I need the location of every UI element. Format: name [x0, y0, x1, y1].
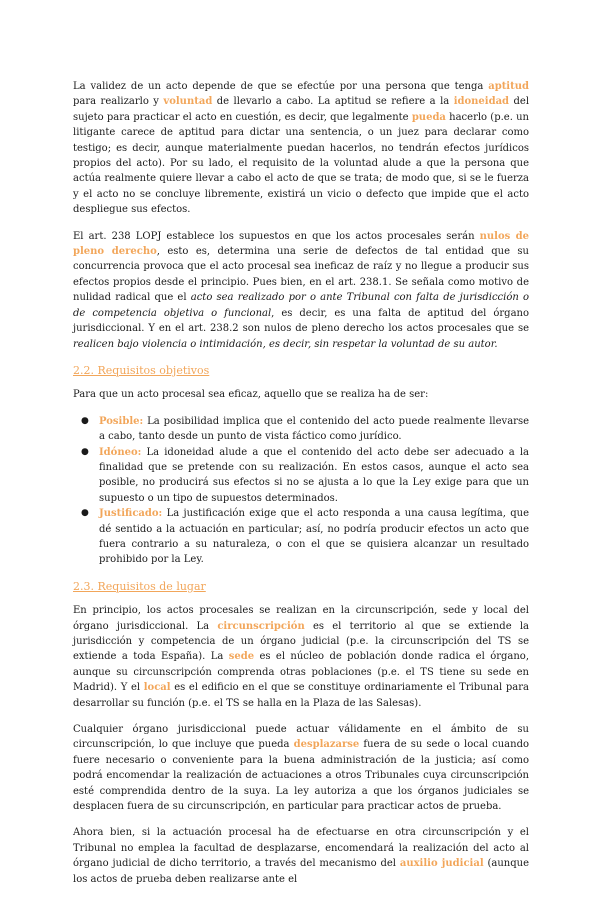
document-body: [73, 79, 529, 898]
bullet-icon: ●: [81, 508, 89, 519]
highlight-sede: sede: [228, 651, 255, 663]
bullet-icon: ●: [81, 415, 89, 426]
highlight-nulos: nulos de pleno derecho: [73, 230, 529, 258]
section-title-requisitos-lugar: 2.3. Requisitos de lugar: [73, 579, 206, 593]
highlight-desplazarse: desplazarse: [293, 739, 360, 751]
list-item: [73, 445, 529, 507]
highlight-circunscripcion: circunscripción: [217, 620, 305, 632]
text: para realizarlo y: [73, 96, 164, 108]
text: hacerlo (p.e. un litigante carece de aptitud para dictar una sentencia, o un juez para declarar como testigo; es decir, aunque materialmente puedan hacerlos, no tendrán efectos jurídicos propios del acto). Por su lado, el requisito de la voluntad alude a que la persona que actúa realmente quiere llevar a cabo el acto de que se trata; de modo que, si se le fuerza y el acto no se concluye libremente, existirá un vicio o defecto que impide que el acto despliegue sus efectos.: [73, 111, 529, 216]
paragraph-validez: [73, 79, 529, 218]
text: (aunque los actos de prueba deben realizarse ante el: [73, 858, 529, 885]
list-item: [73, 414, 529, 445]
text: La validez de un acto depende de que se efectúe por una persona que tenga: [73, 81, 489, 92]
bullet-icon: ●: [81, 446, 89, 457]
text: En principio, los actos procesales se realizan en la circunscripción, sede y local del órgano jurisdiccional. La: [73, 605, 529, 632]
highlight-aptitud: aptitud: [488, 81, 529, 92]
item-text: La posibilidad implica que el contenido del acto puede realmente llevarse a cabo, tanto desde un punto de vista fáctico como jurídico.: [99, 415, 529, 443]
highlight-auxilio-judicial: auxilio judicial: [399, 858, 484, 870]
text: , esto es, determina una serie de defectos de tal entidad que su concurrencia provoca que el acto procesal sea ineficaz de raíz y no llegue a producir sus efectos propios desde el principio. Pues bien, en el art. 238.1. Se señala como motivo de nulidad radical que el: [73, 246, 529, 304]
paragraph-auxilio: [73, 825, 529, 887]
paragraph-art238: [73, 229, 529, 352]
text: Cualquier órgano jurisdiccional puede actuar válidamente en el ámbito de su circunscripción, lo que incluye que pueda: [73, 724, 529, 751]
list-item: [73, 506, 529, 568]
highlight-voluntad: voluntad: [163, 96, 213, 108]
paragraph-desplazarse: [73, 722, 529, 814]
highlight-local: local: [143, 682, 171, 694]
text: , es decir, es una falta de aptitud del órgano jurisdiccional. Y en el art. 238.2 son nulos de pleno derecho los actos procesales que se: [73, 307, 530, 335]
text: es el núcleo de población donde radica el órgano, aunque su circunscripción comprenda otras poblaciones (p.e. el TS tiene su sede en Madrid). Y el: [73, 651, 530, 694]
text: es el territorio al que se extiende la jurisdicción y competencia de un órgano judicial (p.e. la circunscripción del TS se extiende a toda España). La: [73, 620, 529, 663]
highlight-idoneidad: idoneidad: [453, 96, 510, 108]
italic-quote: acto sea realizado por o ante Tribunal con falta de jurisdicción o de competencia objetiva o funcional: [73, 292, 529, 319]
section-intro: Para que un acto procesal sea eficaz, aquello que se realiza ha de ser:: [73, 389, 429, 401]
requisitos-list: [73, 414, 529, 568]
text: del sujeto para practicar el acto en cuestión, es decir, que legalmente: [73, 96, 530, 123]
highlight-pueda: pueda: [411, 111, 446, 123]
section-title-requisitos-objetivos: 2.2. Requisitos objetivos: [73, 363, 210, 377]
item-label: Justificado:: [99, 508, 163, 520]
text: fuera de su sede o local cuando fuere necesario o conveniente para la buena administración de la justicia; así como podrá encomendar la realización de actuaciones a otros Tribunales cuya circunscripción esté comprendida dentro de la suya. La ley autoriza a que los órganos judiciales se desplacen fuera de su circunscripción, en particular para practicar actos de prueba.: [73, 739, 529, 813]
text: de llevarlo a cabo. La aptitud se refiere a la: [212, 96, 454, 108]
text: es el edificio en el que se constituye ordinariamente el Tribunal para desarrollar su función (p.e. el TS se halla en la Plaza de las Salesas).: [73, 682, 529, 709]
item-label: Idóneo:: [99, 446, 142, 458]
item-text: La justificación exige que el acto responda a una causa legítima, que dé sentido a la actuación en particular; así, no podría producir efectos un acto que fuera contrario a su naturaleza, o con el que se quisiera alcanzar un resultado prohibido por la Ley.: [99, 508, 529, 566]
italic-quote: realicen bajo violencia o intimidación, es decir, sin respetar la voluntad de su autor.: [73, 338, 498, 350]
item-label: Posible:: [99, 415, 144, 427]
text: Ahora bien, si la actuación procesal ha de efectuarse en otra circunscripción y el Tribunal no emplea la facultad de desplazarse, encomendará la realización del acto al órgano judicial de dicho territorio, a través del mecanismo del: [73, 827, 529, 870]
item-text: La idoneidad alude a que el contenido del acto debe ser adecuado a la finalidad que se pretende con su realización. En estos casos, aunque el acto sea posible, no producirá sus efectos si no se ajusta a lo que la Ley exige para que un supuesto o un tipo de supuestos determinados.: [99, 446, 529, 504]
paragraph-circunscripcion: [73, 603, 529, 711]
text: El art. 238 LOPJ establece los supuestos en que los actos procesales serán: [73, 230, 480, 242]
